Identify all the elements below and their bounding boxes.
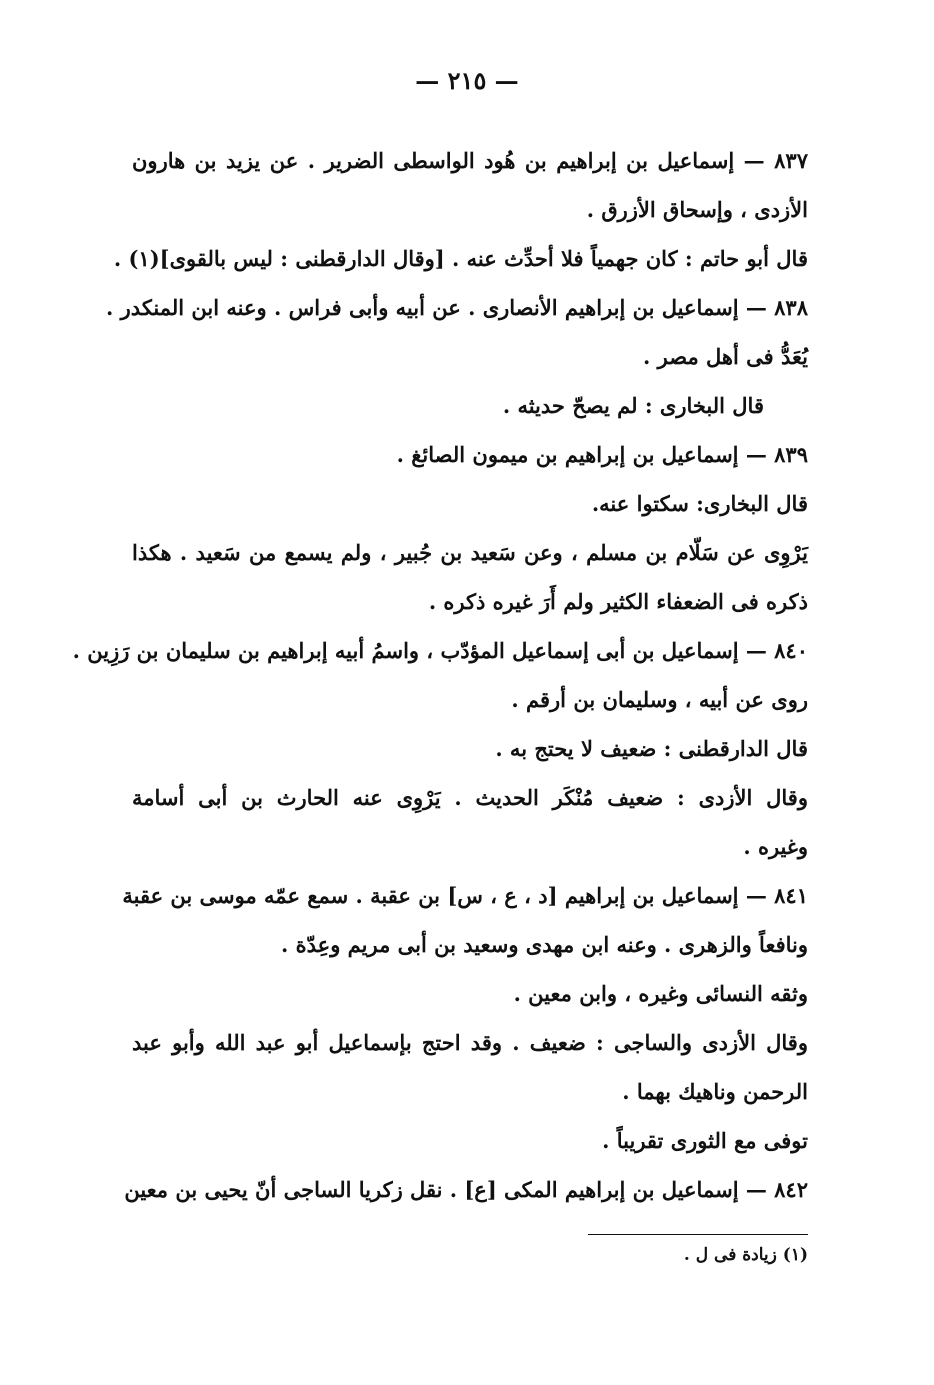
- text-line: ٨٣٧ — إسماعيل بن إبراهيم بن هُود الواسطى الضرير . عن يزيد بن هارون: [132, 148, 808, 173]
- text-line: يُعَدُّ فى أهل مصر .: [643, 344, 808, 369]
- text-line: ونافعاً والزهرى . وعنه ابن مهدى وسعيد بن أبى مريم وعِدّة .: [281, 932, 808, 957]
- text-line: توفى مع الثورى تقريباً .: [602, 1128, 808, 1153]
- text-line: الرحمن وناهيك بهما .: [622, 1079, 808, 1104]
- main-text: [72, 136, 808, 1214]
- text-line: يَرْوِى عن سَلّام بن مسلم ، وعن سَعيد بن جُبير ، ولم يسمع من سَعيد . هكذا: [132, 540, 808, 565]
- text-line: ٨٤٢ — إسماعيل بن إبراهيم المكى [ع] . نقل زكريا الساجى أنّ يحيى بن معين: [124, 1177, 808, 1202]
- text-line: وثقه النسائى وغيره ، وابن معين .: [513, 981, 808, 1006]
- text-line: ذكره فى الضعفاء الكثير ولم أَرَ غيره ذكره .: [428, 589, 808, 614]
- footnote-divider: [588, 1234, 808, 1235]
- text-line: ٨٤٠ — إسماعيل بن أبى إسماعيل المؤدّب ، واسمُ أبيه إبراهيم بن سليمان بن رَزِين .: [72, 638, 808, 663]
- text-line: قال أبو حاتم : كان جهمياً فلا أحدِّث عنه . [وقال الدارقطنى : ليس بالقوى](١) .: [113, 246, 808, 271]
- footnote: (١) زيادة فى ل .: [683, 1245, 808, 1265]
- text-line: الأزدى ، وإسحاق الأزرق .: [586, 197, 808, 222]
- text-line: وغيره .: [743, 834, 808, 859]
- text-line: وقال الأزدى والساجى : ضعيف . وقد احتج بإسماعيل أبو عبد الله وأبو عبد: [132, 1030, 808, 1055]
- page-number: — ٢١٥ —: [415, 66, 519, 95]
- text-line: وقال الأزدى : ضعيف مُنْكَر الحديث . يَرْوِى عنه الحارث بن أبى أسامة: [132, 785, 808, 810]
- text-line: روى عن أبيه ، وسليمان بن أرقم .: [511, 687, 808, 712]
- text-line: قال البخارى : لم يصحّ حديثه .: [502, 393, 764, 418]
- text-line: قال الدارقطنى : ضعيف لا يحتج به .: [495, 736, 808, 761]
- text-line: ٨٤١ — إسماعيل بن إبراهيم [د ، ع ، س] بن عقبة . سمع عمّه موسى بن عقبة: [122, 883, 808, 908]
- text-line: ٨٣٩ — إسماعيل بن إبراهيم بن ميمون الصائغ .: [396, 442, 808, 467]
- text-line: ٨٣٨ — إسماعيل بن إبراهيم الأنصارى . عن أبيه وأبى فراس . وعنه ابن المنكدر .: [106, 295, 808, 320]
- text-line: قال البخارى: سكتوا عنه.: [591, 491, 808, 516]
